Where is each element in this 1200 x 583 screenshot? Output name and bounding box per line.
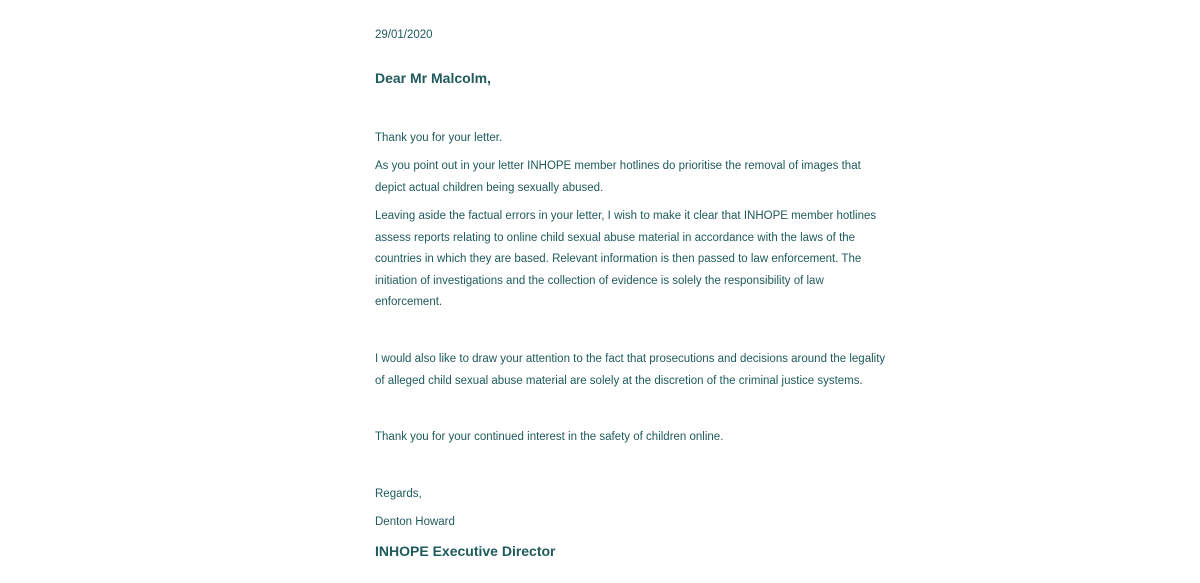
paragraph-line: enforcement. <box>375 296 443 309</box>
signer-title: INHOPE Executive Director <box>375 543 556 559</box>
letter-date: 29/01/2020 <box>375 29 433 41</box>
paragraph-line: depict actual children being sexually abused. <box>375 181 604 194</box>
closing-thanks: Thank you for your continued interest in the safety of children online. <box>375 431 724 443</box>
salutation: Dear Mr Malcolm, <box>375 70 491 86</box>
thanks-line: Thank you for your letter. <box>375 132 503 144</box>
regards: Regards, <box>375 488 422 500</box>
paragraph-line: of alleged child sexual abuse material are solely at the discretion of the criminal justice systems. <box>375 374 863 387</box>
paragraph-2 <box>375 209 875 317</box>
paragraph-line: initiation of investigations and the collection of evidence is solely the responsibility of law <box>375 274 824 287</box>
paragraph-line: As you point out in your letter INHOPE member hotlines do prioritise the removal of images that <box>375 160 861 172</box>
signer-name: Denton Howard <box>375 516 455 528</box>
paragraph-3 <box>375 352 886 395</box>
paragraph-line: countries in which they are based. Relevant information is then passed to law enforcement. The <box>375 253 862 266</box>
paragraph-line: I would also like to draw your attention to the fact that prosecutions and decisions around the legality <box>375 353 886 365</box>
paragraph-line: assess reports relating to online child sexual abuse material in accordance with the laws of the <box>375 231 856 244</box>
paragraph-1 <box>375 159 875 202</box>
paragraph-line: Leaving aside the factual errors in your letter, I wish to make it clear that INHOPE member hotlines <box>375 210 877 222</box>
